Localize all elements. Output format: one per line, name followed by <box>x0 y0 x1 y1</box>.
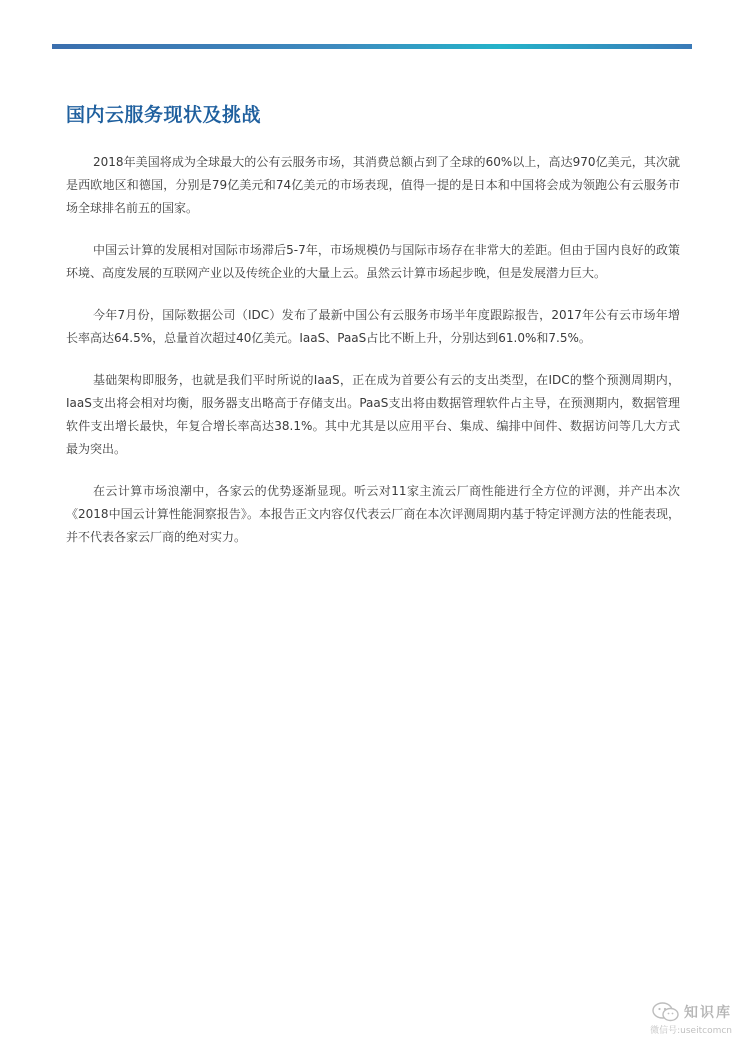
wechat-icon <box>652 1002 680 1022</box>
paragraph: 2018年美国将成为全球最大的公有云服务市场，其消费总额占到了全球的60%以上，高达970亿美元，其次就是西欧地区和德国，分别是79亿美元和74亿美元的市场表现，值得一提的是日本和中国将会成为领跑公有云服务市场全球排名前五的国家。 <box>66 155 680 215</box>
paragraph: 在云计算市场浪潮中，各家云的优势逐渐显现。听云对11家主流云厂商性能进行全方位的评测，并产出本次《2018中国云计算性能洞察报告》。本报告正文内容仅代表云厂商在本次评测周期内基于特定评测方法的性能表现，并不代表各家云厂商的绝对实力。 <box>66 484 680 544</box>
body-text <box>66 151 680 568</box>
watermark-row <box>650 1002 732 1022</box>
paragraph: 基础架构即服务，也就是我们平时所说的IaaS，正在成为首要公有云的支出类型，在IDC的整个预测周期内，IaaS支出将会相对均衡，服务器支出略高于存储支出。PaaS支出将由数据管理软件占主导，在预测期内，数据管理软件支出增长最快，年复合增长率高达38.1%。其中尤其是以应用平台、集成、编排中间件、数据访问等几大方式最为突出。 <box>66 373 680 456</box>
watermark-brand: 知识库 <box>684 1005 732 1021</box>
watermark <box>650 1002 732 1036</box>
paragraph: 今年7月份，国际数据公司（IDC）发布了最新中国公有云服务市场半年度跟踪报告，2017年公有云市场年增长率高达64.5%，总量首次超过40亿美元。IaaS、PaaS占比不断上升，分别达到61.0%和7.5%。 <box>66 308 680 345</box>
watermark-subtitle: 微信号:useitcomcn <box>650 1026 732 1036</box>
page-title: 国内云服务现状及挑战 <box>66 104 262 126</box>
header-rule <box>52 44 692 49</box>
paragraph: 中国云计算的发展相对国际市场滞后5-7年，市场规模仍与国际市场存在非常大的差距。但由于国内良好的政策环境、高度发展的互联网产业以及传统企业的大量上云。虽然云计算市场起步晚，但是发展潜力巨大。 <box>66 243 680 280</box>
